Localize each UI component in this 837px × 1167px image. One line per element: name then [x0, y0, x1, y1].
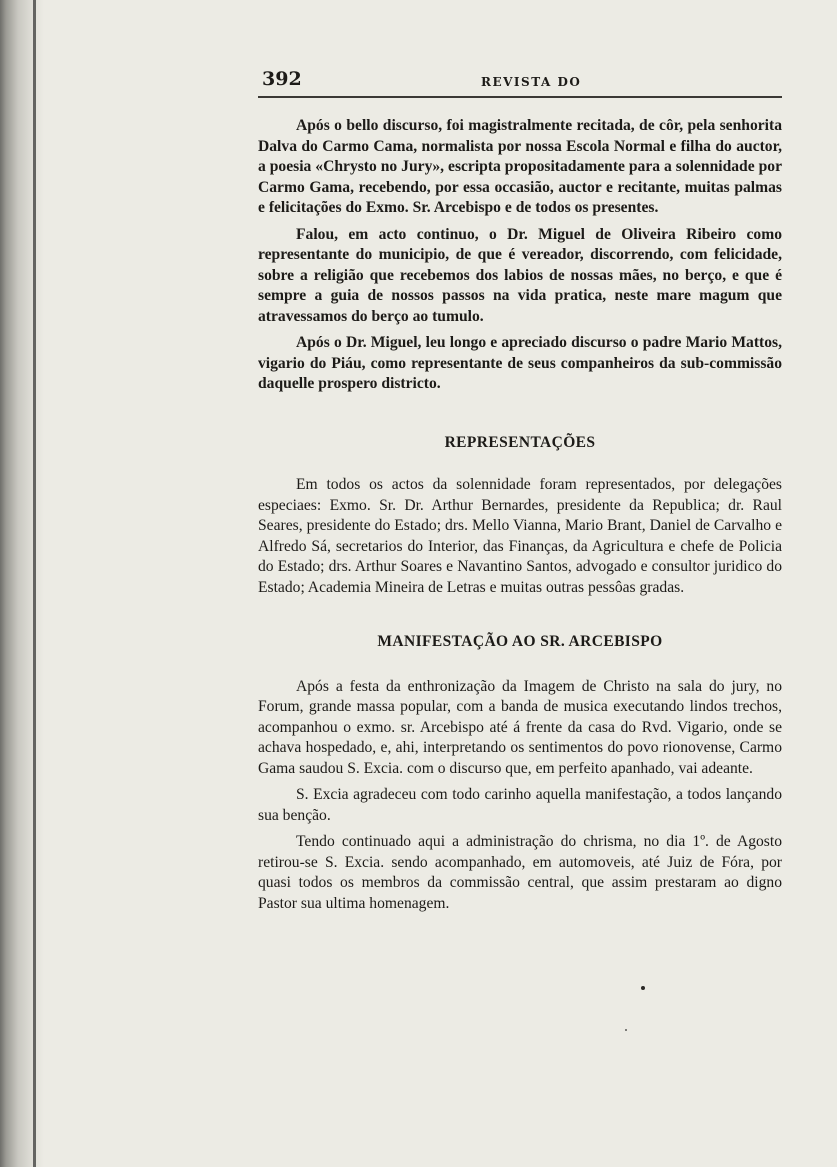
paragraph: Após a festa da enthronização da Imagem de Christo na sala do jury, no Forum, grande massa popular, com a banda de musica executando lindos trechos, acompanhou o exmo. sr. Arcebispo até á frente da casa do Rvd. Vigario, onde se achava hospedado, e, ahi, interpretando os sentimentos do povo rionovense, Carmo Gama saudou S. Excia. com o discurso que, em perfeito apanhado, vai adeante.: [258, 677, 782, 777]
ink-speck: [641, 986, 645, 990]
paragraph: Em todos os actos da solennidade foram representados, por delegações especiaes: Exmo. Sr. Dr. Arthur Bernardes, presidente da Republica; dr. Raul Seares, presidente do Estado; drs. Mello Vianna, Mario Brant, Daniel de Carvalho e Alfredo Sá, secretarios do Interior, das Finanças, da Agricultura e chefe de Policia do Estado; drs. Arthur Soares e Navantino Santos, advogado e consultor juridico do Estado; Academia Mineira de Letras e muitas outras pessôas gradas.: [258, 476, 782, 596]
scanned-page: [258, 64, 782, 920]
page-header: [258, 64, 782, 98]
paragraph: Após o bello discurso, foi magistralmente recitada, de côr, pela senhorita Dalva do Carmo Cama, normalista por nossa Escola Normal e filha do auctor, a poesia «Chrysto no Jury», escripta propositadamente para a solennidade por Carmo Gama, recebendo, por essa occasião, auctor e recitante, muitas palmas e felicitações do Exmo. Sr. Arcebispo e de todos os presentes.: [258, 117, 782, 216]
paragraph: Após o Dr. Miguel, leu longo e apreciado discurso o padre Mario Mattos, vigario do Piáu, como representante de seus companheiros da sub-commissão daquelle prospero districto.: [258, 334, 782, 392]
page-number: 392: [262, 68, 302, 90]
page-body: [258, 116, 782, 914]
running-head: REVISTA DO: [481, 75, 582, 89]
section-heading: MANIFESTAÇÃO AO SR. ARCEBISPO: [377, 633, 663, 650]
paragraph: S. Excia agradeceu com todo carinho aquella manifestação, a todos lançando sua benção.: [258, 786, 782, 824]
section-heading: REPRESENTAÇÕES: [444, 433, 596, 451]
book-gutter-line: [33, 0, 36, 1167]
section-representacoes: [258, 433, 782, 599]
paragraph: Tendo continuado aqui a administração do chrisma, no dia 1º. de Agosto retirou-se S. Excia. sendo acompanhado, em automoveis, até Juiz de Fóra, por quasi todos os membros da commissão central, que assim prestaram ao digno Pastor sua ultima homenagem.: [258, 833, 782, 912]
book-binding-shadow: [0, 0, 44, 1167]
section-manifestacao: [258, 632, 782, 914]
ink-speck: [625, 1029, 627, 1031]
paragraph: Falou, em acto continuo, o Dr. Miguel de Oliveira Ribeiro como representante do municipio, de que é vereador, discorrendo, com felicidade, sobre a religião que recebemos dos labios de nossas mães, no berço, e que é sempre a guia de nossos passos na vida pratica, neste mare magum que atravessamos do berço ao tumulo.: [258, 225, 782, 325]
section-opening-paragraphs: [258, 116, 782, 395]
